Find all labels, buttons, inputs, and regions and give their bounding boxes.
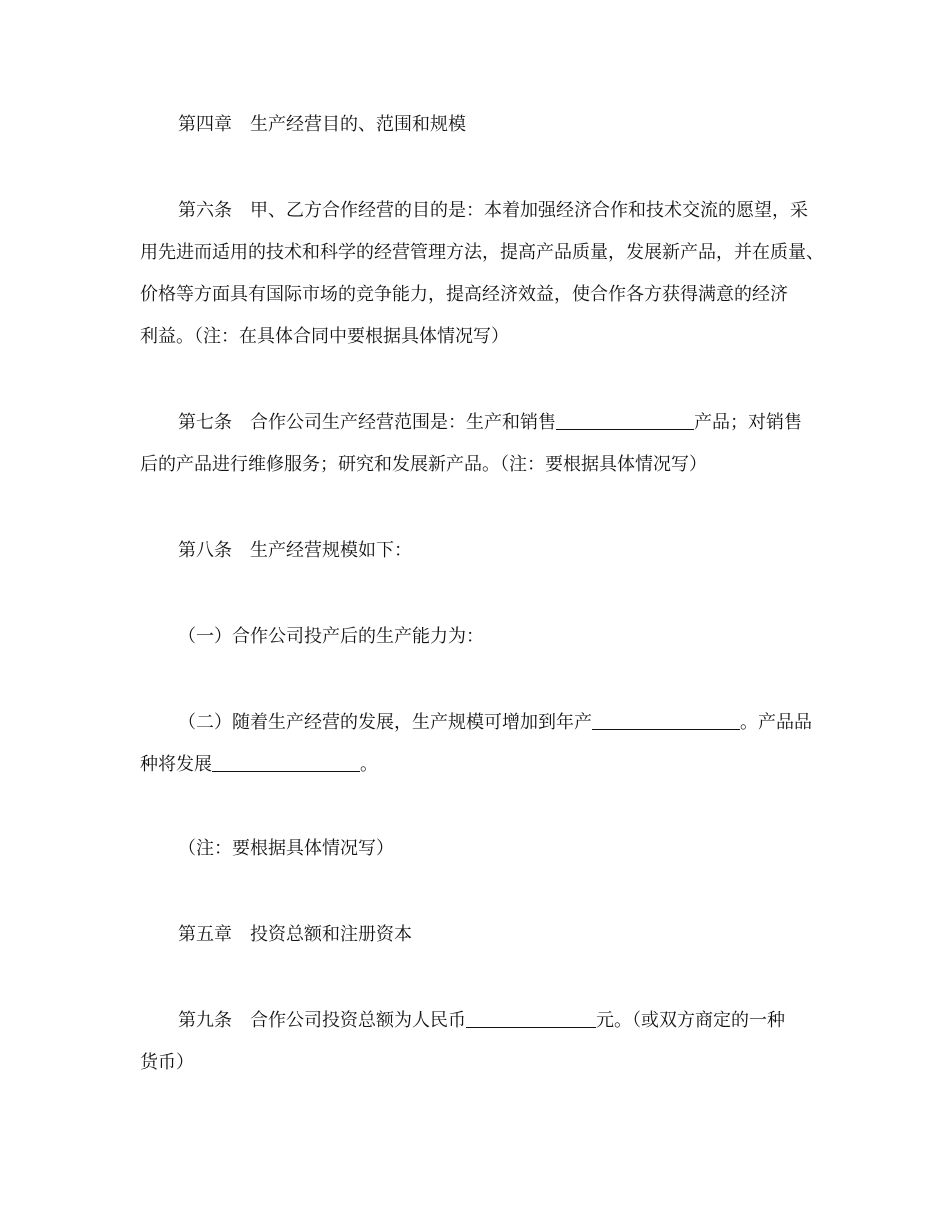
article-9-text-after-blank: 元。（或双方商定的一种	[596, 1010, 785, 1031]
item-2-text-before-blank: （二）随着生产经营的发展，生产规模可增加到年产	[178, 712, 592, 733]
article-8-item-2-line-1	[178, 710, 858, 736]
article-8-item-2-line-2	[140, 752, 820, 778]
article-9-line-1	[178, 1008, 858, 1034]
article-8-heading: 第八条 生产经营规模如下：	[178, 540, 412, 561]
annual-output-blank	[592, 711, 740, 730]
article-6-line-4: 利益。（注：在具体合同中要根据具体情况写）	[140, 326, 509, 347]
article-6-line-2: 用先进而适用的技术和科学的经营管理方法，提高产品质量，发展新产品，并在质量、	[140, 242, 824, 263]
article-7-text-before-blank: 第七条 合作公司生产经营范围是：生产和销售	[178, 412, 556, 433]
item-2-line-2-text: 种将发展	[140, 754, 212, 775]
item-2-text-after-blank: 。产品品	[740, 712, 812, 733]
product-name-blank	[556, 411, 694, 430]
article-8-item-1: （一）合作公司投产后的生产能力为：	[178, 626, 484, 647]
article-9-text-before-blank: 第九条 合作公司投资总额为人民币	[178, 1010, 466, 1031]
article-7-text-after-blank: 产品；对销售	[694, 412, 802, 433]
article-6-line-3: 价格等方面具有国际市场的竞争能力，提高经济效益，使合作各方获得满意的经济	[140, 284, 788, 305]
article-9-line-2: 货币）	[140, 1052, 194, 1073]
article-7-line-2: 后的产品进行维修服务；研究和发展新产品。（注：要根据具体情况写）	[140, 454, 707, 475]
chapter-4-heading: 第四章 生产经营目的、范围和规模	[178, 114, 466, 135]
article-7-line-1	[178, 410, 858, 436]
article-8-note: （注：要根据具体情况写）	[178, 838, 394, 859]
chapter-5-heading: 第五章 投资总额和注册资本	[178, 924, 412, 945]
item-2-line-2-end: 。	[360, 754, 378, 775]
product-variety-blank	[212, 753, 360, 772]
total-investment-blank	[466, 1009, 596, 1028]
article-6-line-1: 第六条 甲、乙方合作经营的目的是：本着加强经济合作和技术交流的愿望，采	[178, 200, 808, 221]
